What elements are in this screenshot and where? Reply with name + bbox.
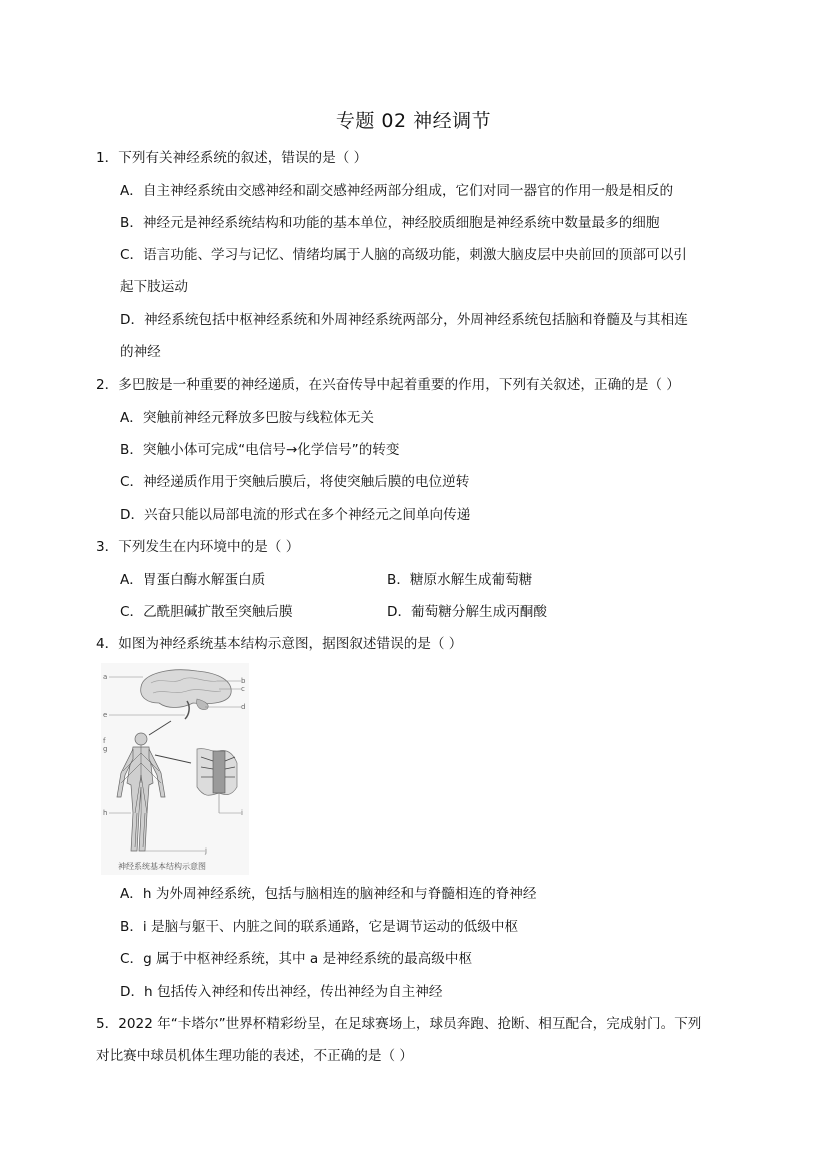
question-2-option-b: B．突触小体可完成“电信号→化学信号”的转变 — [120, 442, 400, 458]
question-4-stem: 4．如图为神经系统基本结构示意图，据图叙述错误的是（ ） — [96, 636, 463, 652]
question-2-stem: 2．多巴胺是一种重要的神经递质，在兴奋传导中起着重要的作用，下列有关叙述，正确的是（ ） — [96, 377, 680, 393]
question-2-option-d: D．兴奋只能以局部电流的形式在多个神经元之间单向传递 — [120, 507, 471, 523]
question-3-option-a: A．胃蛋白酶水解蛋白质 — [120, 572, 266, 588]
question-1-option-a: A．自主神经系统由交感神经和副交感神经两部分组成，它们对同一器官的作用一般是相反的 — [120, 183, 674, 199]
question-5-stem-cont: 对比赛中球员机体生理功能的表述，不正确的是（ ） — [96, 1048, 413, 1064]
page-title: 专题 02 神经调节 — [335, 110, 492, 132]
question-4-option-d: D．h 包括传入神经和传出神经，传出神经为自主神经 — [120, 984, 443, 1000]
question-4-option-c: C．g 属于中枢神经系统，其中 a 是神经系统的最高级中枢 — [120, 951, 473, 967]
question-4-option-b: B．i 是脑与躯干、内脏之间的联系通路，它是调节运动的低级中枢 — [120, 919, 519, 935]
question-4-option-a: A．h 为外周神经系统，包括与脑相连的脑神经和与脊髓相连的脊神经 — [120, 886, 537, 902]
figure-caption: 神经系统基本结构示意图 — [118, 862, 206, 871]
question-3-option-b: B．糖原水解生成葡萄糖 — [387, 572, 533, 588]
svg-text:b: b — [241, 677, 246, 685]
question-2-option-a: A．突触前神经元释放多巴胺与线粒体无关 — [120, 410, 374, 426]
question-3-option-c: C．乙酰胆碱扩散至突触后膜 — [120, 604, 293, 620]
question-3-stem: 3．下列发生在内环境中的是（ ） — [96, 539, 300, 555]
question-1-option-b: B．神经元是神经系统结构和功能的基本单位，神经胶质细胞是神经系统中数量最多的细胞 — [120, 215, 660, 231]
question-1-option-d: D．神经系统包括中枢神经系统和外周神经系统两部分，外周神经系统包括脑和脊髓及与其相连 — [120, 312, 688, 328]
nervous-system-figure — [101, 663, 249, 875]
question-1-option-d-cont: 的神经 — [120, 344, 161, 360]
question-3-option-d: D．葡萄糖分解生成丙酮酸 — [387, 604, 547, 620]
svg-text:j: j — [205, 847, 207, 855]
svg-text:e: e — [103, 711, 108, 719]
question-5-stem: 5．2022 年“卡塔尔”世界杯精彩纷呈，在足球赛场上，球员奔跑、抢断、相互配合，完成射门。下列 — [96, 1016, 702, 1032]
svg-text:c: c — [241, 685, 245, 693]
question-2-option-c: C．神经递质作用于突触后膜后，将使突触后膜的电位逆转 — [120, 474, 470, 490]
question-1-option-c-cont: 起下肢运动 — [120, 279, 188, 295]
svg-text:f: f — [103, 737, 106, 745]
svg-text:h: h — [103, 809, 108, 817]
svg-text:g: g — [103, 745, 108, 753]
question-1-stem: 1．下列有关神经系统的叙述，错误的是（ ） — [96, 150, 368, 166]
svg-text:a: a — [103, 673, 108, 681]
question-1-option-c: C．语言功能、学习与记忆、情绪均属于人脑的高级功能，刺激大脑皮层中央前回的顶部可以引 — [120, 247, 687, 263]
svg-text:i: i — [241, 809, 243, 817]
svg-text:d: d — [241, 703, 246, 711]
